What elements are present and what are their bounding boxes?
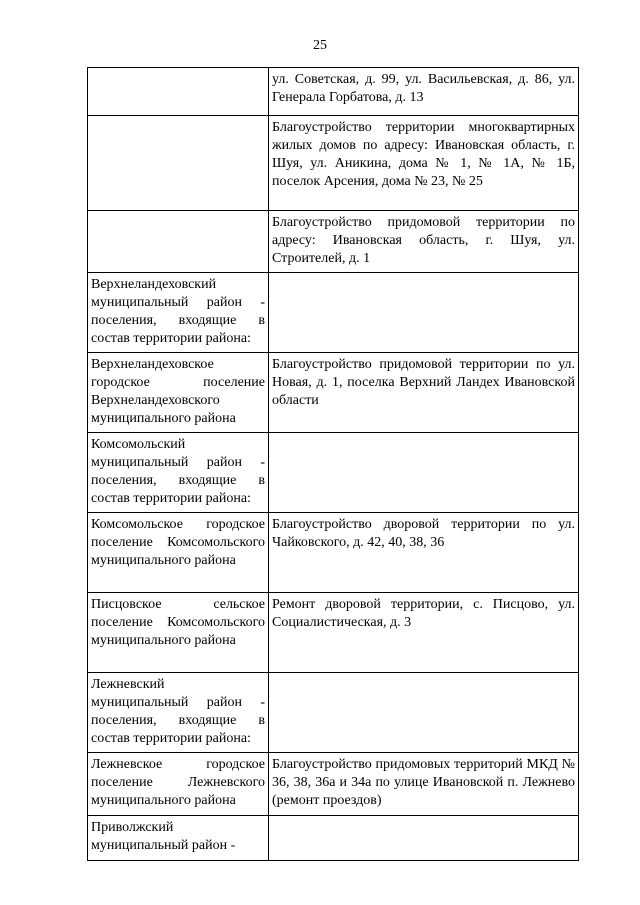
table-row [88,211,579,273]
municipality-cell [88,211,269,273]
table-row [88,753,579,816]
table-row [88,673,579,753]
project-cell: Благоустройство дворовой территории по ул. Чайковского, д. 42, 40, 38, 36 [269,513,579,593]
municipality-cell: Комсомольский муниципальный район - поселения, входящие в состав территории района: [88,433,269,513]
project-cell [269,273,579,353]
municipality-cell: Лежневский муниципальный район - поселения, входящие в состав территории района: [88,673,269,753]
project-cell: ул. Советская, д. 99, ул. Васильевская, д. 86, ул. Генерала Горбатова, д. 13 [269,68,579,116]
municipality-cell: Писцовское сельское поселение Комсомольского муниципального района [88,593,269,673]
project-cell [269,816,579,861]
project-cell: Ремонт дворовой территории, с. Писцово, ул. Социалистическая, д. 3 [269,593,579,673]
table-row [88,273,579,353]
table-row [88,116,579,211]
table-row [88,816,579,861]
municipality-cell: Верхнеландеховское городское поселение Верхнеландеховского муниципального района [88,353,269,433]
municipality-cell: Лежневское городское поселение Лежневского муниципального района [88,753,269,816]
municipality-cell: Верхнеландеховский муниципальный район - поселения, входящие в состав территории района: [88,273,269,353]
project-cell: Благоустройство придомовой территории по ул. Новая, д. 1, поселка Верхний Ландех Ивановской области [269,353,579,433]
project-cell [269,433,579,513]
municipality-cell [88,116,269,211]
document-table [87,67,579,861]
municipality-cell [88,68,269,116]
project-cell: Благоустройство территории многоквартирных жилых домов по адресу: Ивановская область, г. Шуя, ул. Аникина, дома № 1, № 1А, № 1Б, поселок Арсения, дома № 23, № 25 [269,116,579,211]
project-cell: Благоустройство придомовой территории по адресу: Ивановская область, г. Шуя, ул. Строителей, д. 1 [269,211,579,273]
table-row [88,433,579,513]
project-cell [269,673,579,753]
municipality-cell: Комсомольское городское поселение Комсомольского муниципального района [88,513,269,593]
page-number: 25 [313,38,327,53]
municipality-cell: Приволжский муниципальный район - [88,816,269,861]
table-row [88,68,579,116]
project-cell: Благоустройство придомовых территорий МКД № 36, 38, 36а и 34а по улице Ивановской п. Лежнево (ремонт проездов) [269,753,579,816]
table-row [88,513,579,593]
table-row [88,353,579,433]
table-row [88,593,579,673]
